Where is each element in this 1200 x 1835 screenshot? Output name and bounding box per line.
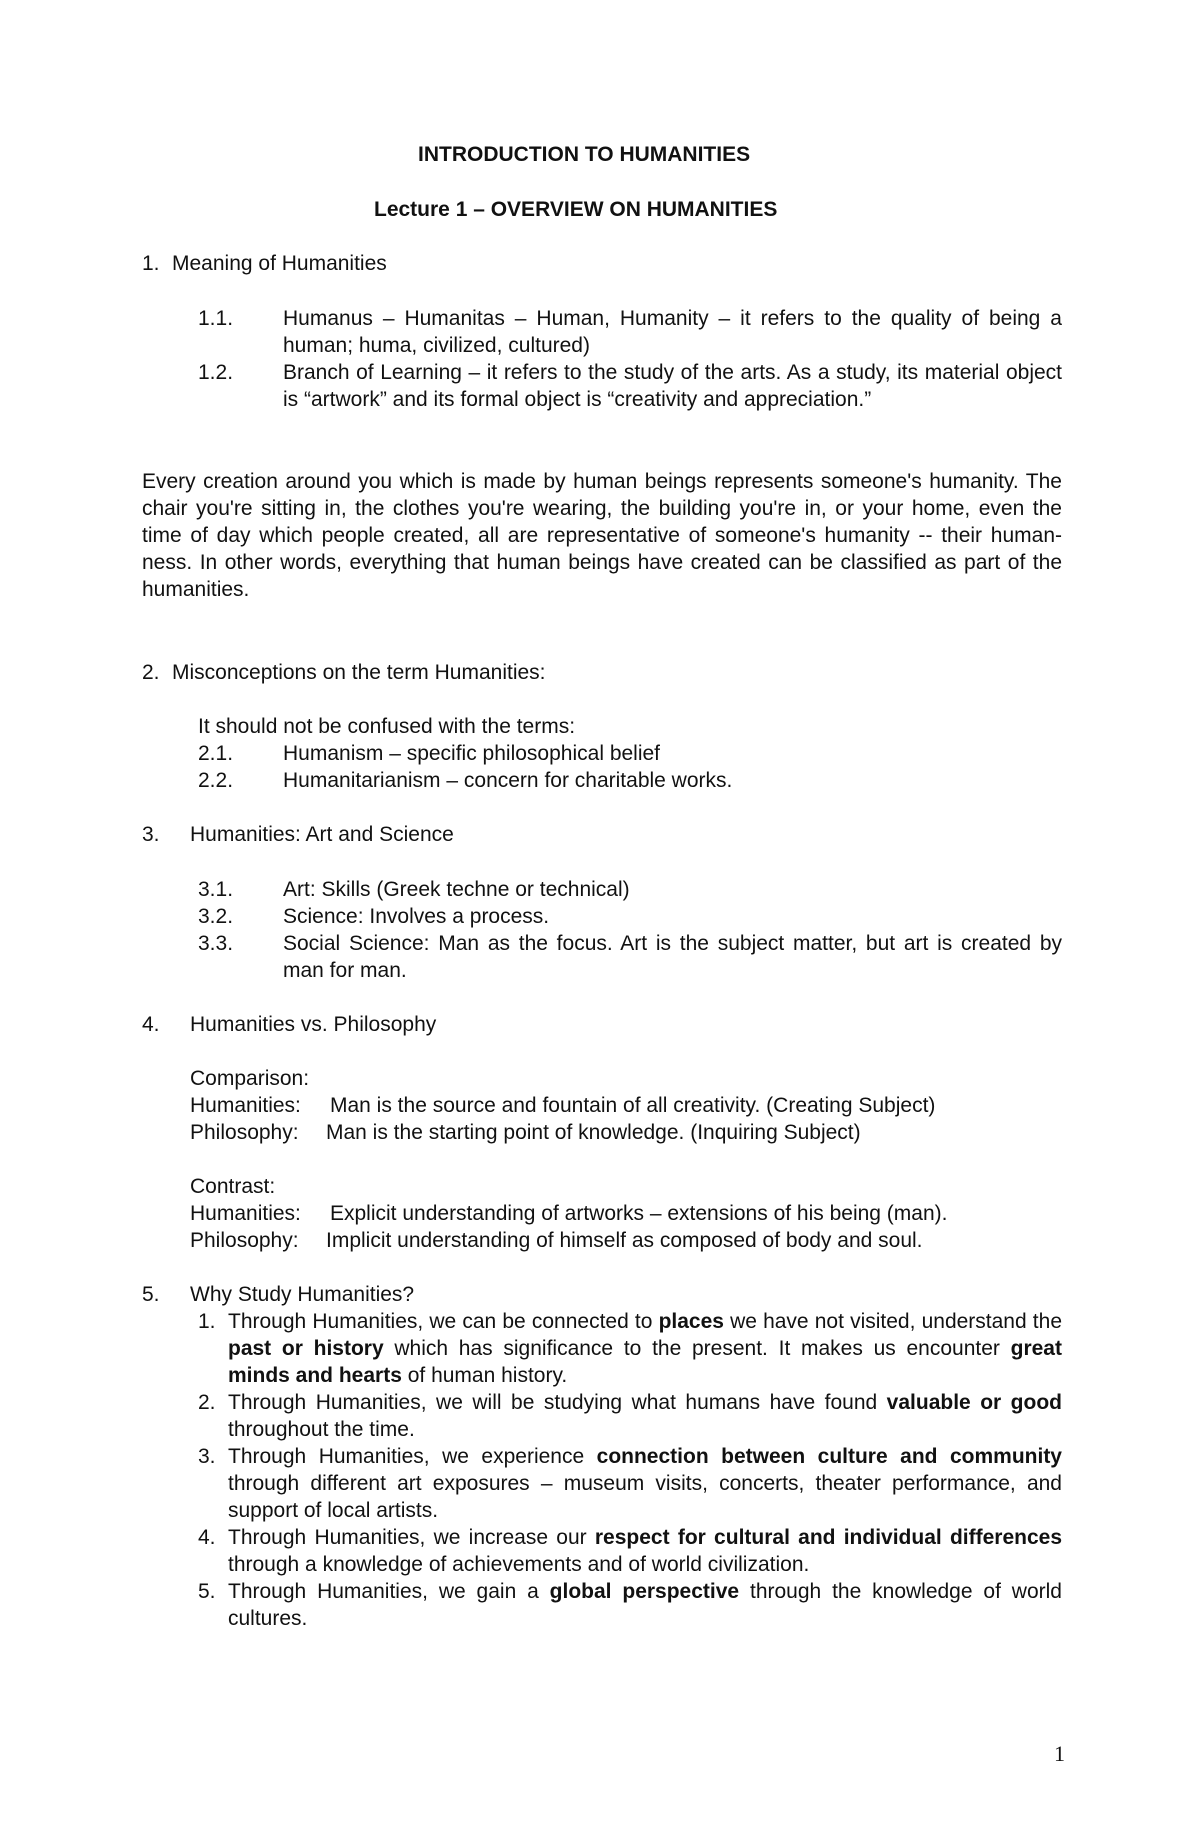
comparison-term: Humanities:: [190, 1094, 301, 1117]
reason-text: Through Humanities, we experience connection between culture and community through different art exposures – museum visits, concerts, theater performance, and support of local artists.: [228, 1445, 1062, 1522]
item-text: Humanism – specific philosophical belief: [283, 742, 661, 765]
section-3-heading: Humanities: Art and Science: [190, 823, 454, 846]
contrast-text: Explicit understanding of artworks – extensions of his being (man).: [330, 1202, 948, 1225]
emphasis: global perspective: [549, 1580, 740, 1603]
section-4-heading: Humanities vs. Philosophy: [190, 1013, 437, 1036]
body-paragraph: Every creation around you which is made by human beings represents someone's humanity. The chair you're sitting in, the clothes you're wearing, the building you're in, or your home, even the time of day which people created, all are representative of someone's humanity -- their human-ness. In other words, everything that human beings have created can be classified as part of the humanities.: [142, 470, 1062, 601]
contrast-term: Philosophy:: [190, 1229, 299, 1252]
section-3-number: 3.: [142, 823, 160, 846]
section-1-number: 1.: [142, 252, 160, 275]
contrast-text: Implicit understanding of himself as composed of body and soul.: [326, 1229, 923, 1252]
section-5-number: 5.: [142, 1283, 160, 1306]
section-5-heading: Why Study Humanities?: [190, 1283, 415, 1306]
emphasis: connection between culture and community: [596, 1445, 1062, 1468]
item-text: Branch of Learning – it refers to the study of the arts. As a study, its material object is “artwork” and its formal object is “creativity and appreciation.”: [283, 361, 1062, 411]
contrast-term: Humanities:: [190, 1202, 301, 1225]
item-number: 2.2.: [198, 769, 234, 792]
emphasis: great minds and hearts: [228, 1337, 1062, 1387]
item-number: 2.1.: [198, 742, 234, 765]
item-text: Art: Skills (Greek techne or technical): [283, 878, 630, 901]
item-number: 1.2.: [198, 361, 234, 384]
item-number: 3.1.: [198, 878, 234, 901]
emphasis: valuable or good: [886, 1391, 1062, 1414]
reason-number: 3.: [198, 1445, 216, 1468]
item-number: 3.2.: [198, 905, 234, 928]
page-title: INTRODUCTION TO HUMANITIES: [418, 143, 751, 166]
section-1-heading: Meaning of Humanities: [172, 252, 387, 275]
reason-text: Through Humanities, we will be studying what humans have found valuable or good throughout the time.: [228, 1391, 1062, 1441]
item-number: 1.1.: [198, 307, 234, 330]
emphasis: respect for cultural and individual differences: [594, 1526, 1063, 1549]
lecture-subtitle: Lecture 1 – OVERVIEW ON HUMANITIES: [374, 198, 778, 221]
item-text: Humanitarianism – concern for charitable works.: [283, 769, 733, 792]
comparison-label: Comparison:: [190, 1067, 310, 1090]
contrast-label: Contrast:: [190, 1175, 276, 1198]
comparison-text: Man is the source and fountain of all creativity. (Creating Subject): [330, 1094, 936, 1117]
section-2-heading: Misconceptions on the term Humanities:: [172, 661, 546, 684]
page-number: 1: [1054, 1741, 1065, 1766]
section-2-intro: It should not be confused with the terms:: [198, 715, 576, 738]
emphasis: places: [658, 1310, 724, 1333]
reason-number: 1.: [198, 1310, 216, 1333]
item-text: Humanus – Humanitas – Human, Humanity – it refers to the quality of being a human; huma, civilized, cultured): [283, 307, 1062, 357]
emphasis: past or history: [228, 1337, 384, 1360]
section-4-number: 4.: [142, 1013, 160, 1036]
reason-text: Through Humanities, we can be connected to places we have not visited, understand the past or history which has significance to the present. It makes us encounter great minds and hearts of human history.: [228, 1310, 1063, 1387]
reason-number: 2.: [198, 1391, 216, 1414]
comparison-term: Philosophy:: [190, 1121, 299, 1144]
comparison-text: Man is the starting point of knowledge. (Inquiring Subject): [326, 1121, 861, 1144]
item-text: Science: Involves a process.: [283, 905, 550, 928]
item-text: Social Science: Man as the focus. Art is the subject matter, but art is created by man for man.: [283, 932, 1062, 982]
item-number: 3.3.: [198, 932, 234, 955]
section-2-number: 2.: [142, 661, 160, 684]
reason-text: Through Humanities, we gain a global perspective through the knowledge of world cultures.: [228, 1580, 1062, 1630]
reason-number: 4.: [198, 1526, 216, 1549]
reason-text: Through Humanities, we increase our respect for cultural and individual differences through a knowledge of achievements and of world civilization.: [228, 1526, 1063, 1576]
reason-number: 5.: [198, 1580, 216, 1603]
